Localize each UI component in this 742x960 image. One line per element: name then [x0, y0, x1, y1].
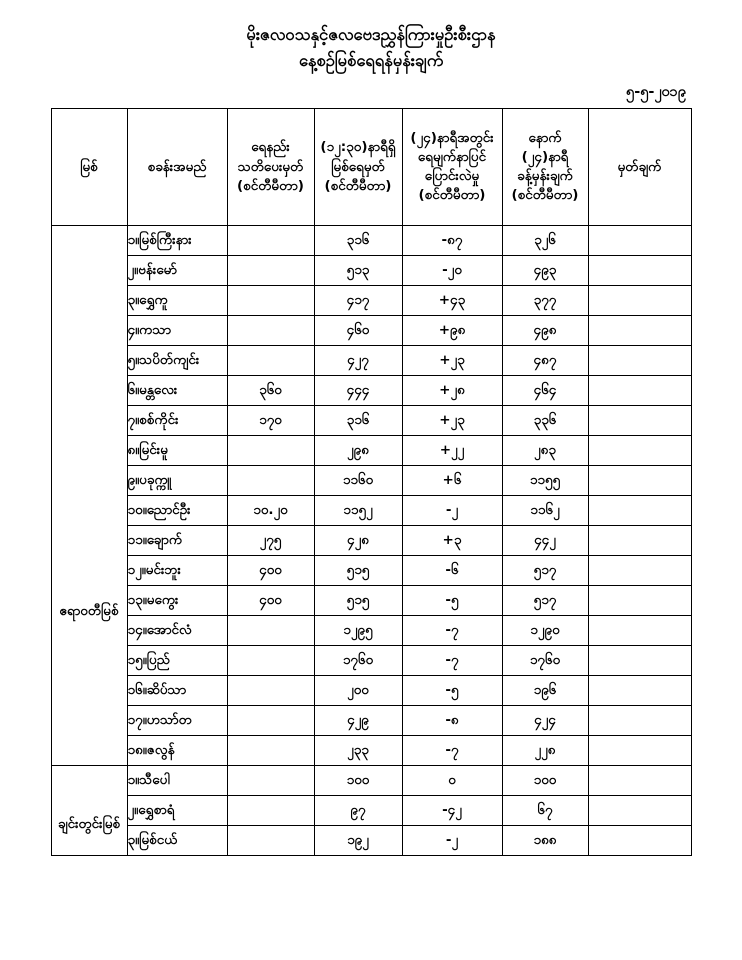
current-level-cell: ၄၄၄: [314, 376, 402, 406]
change-24h-cell: -၆: [402, 556, 502, 586]
change-24h-cell: +၂၈: [402, 376, 502, 406]
table-row: [51, 376, 691, 406]
change-24h-cell: +၂၂: [402, 436, 502, 466]
danger-level-cell: [227, 796, 314, 826]
danger-level-cell: [227, 316, 314, 346]
danger-level-cell: [227, 826, 314, 856]
danger-level-cell: [227, 616, 314, 646]
forecast-24h-cell: ၁၇၆၀: [502, 646, 588, 676]
change-24h-cell: -၇: [402, 736, 502, 766]
remark-cell: [588, 826, 691, 856]
column-header-remark: မှတ်ချက်: [588, 109, 691, 226]
remark-cell: [588, 436, 691, 466]
forecast-24h-cell: ၄၆၄: [502, 376, 588, 406]
table-row: [51, 706, 691, 736]
change-24h-cell: -၈၇: [402, 226, 502, 256]
table-row: [51, 436, 691, 466]
change-24h-cell: +၉၈: [402, 316, 502, 346]
river-group-label-text: ချင်းတွင်းမြစ်: [57, 816, 121, 833]
station-name-cell: ၁။မြစ်ကြီးနား: [127, 226, 227, 256]
station-name-cell: ၁၆။ဆိပ်သာ: [127, 676, 227, 706]
danger-level-cell: [227, 346, 314, 376]
forecast-24h-cell: ၆၇: [502, 796, 588, 826]
forecast-24h-cell: ၁၈၈: [502, 826, 588, 856]
column-header-change-24h: (၂၄)နာရီအတွင်း ရေမျက်နာပြင် ပြောင်းလဲမှု (စင်တီမီတာ): [402, 109, 502, 226]
current-level-cell: ၄၁၇: [314, 286, 402, 316]
remark-cell: [588, 586, 691, 616]
danger-level-cell: [227, 256, 314, 286]
current-level-cell: ၃၁၆: [314, 406, 402, 436]
column-header-river: မြစ်: [51, 109, 127, 226]
forecast-24h-cell: ၄၈၇: [502, 346, 588, 376]
remark-cell: [588, 256, 691, 286]
remark-cell: [588, 466, 691, 496]
forecast-24h-cell: ၂၈၃: [502, 436, 588, 466]
danger-level-cell: [227, 436, 314, 466]
current-level-cell: ၉၇: [314, 796, 402, 826]
table-row: [51, 646, 691, 676]
current-level-cell: ၁၁၆၀: [314, 466, 402, 496]
change-24h-cell: +၆: [402, 466, 502, 496]
change-24h-cell: -၇: [402, 616, 502, 646]
station-name-cell: ၁၀။ညောင်ဦး: [127, 496, 227, 526]
current-level-cell: ၅၁၅: [314, 586, 402, 616]
current-level-cell: ၄၂၈: [314, 526, 402, 556]
current-level-cell: ၁၂၉၅: [314, 616, 402, 646]
remark-cell: [588, 376, 691, 406]
remark-cell: [588, 556, 691, 586]
remark-cell: [588, 676, 691, 706]
table-row: [51, 526, 691, 556]
forecast-24h-cell: ၁၁၆၂: [502, 496, 588, 526]
forecast-24h-cell: ၁၀၀: [502, 766, 588, 796]
station-name-cell: ၁၇။ဟသာ်တ: [127, 706, 227, 736]
danger-level-cell: [227, 706, 314, 736]
forecast-24h-cell: ၅၁၇: [502, 586, 588, 616]
change-24h-cell: -၈: [402, 706, 502, 736]
change-24h-cell: -၄၂: [402, 796, 502, 826]
table-row: [51, 826, 691, 856]
title-line-1: မိုးဇလဝသနှင့်ဇလဗေဒညွှန်ကြားမှုဦးစီးဌာန: [246, 25, 496, 44]
remark-cell: [588, 406, 691, 436]
table-row: [51, 256, 691, 286]
change-24h-cell: +၄၃: [402, 286, 502, 316]
remark-cell: [588, 316, 691, 346]
danger-level-cell: [227, 226, 314, 256]
forecast-24h-cell: ၁၂၉၀: [502, 616, 588, 646]
table-header-row: [51, 109, 691, 226]
station-name-cell: ၃။မြစ်ငယ်: [127, 826, 227, 856]
change-24h-cell: -၂: [402, 496, 502, 526]
river-group-label: [51, 766, 127, 856]
current-level-cell: ၂၃၃: [314, 736, 402, 766]
change-24h-cell: +၂၃: [402, 406, 502, 436]
change-24h-cell: -၇: [402, 646, 502, 676]
document-title: [0, 0, 742, 73]
forecast-24h-cell: ၄၉၃: [502, 256, 588, 286]
danger-level-cell: [227, 466, 314, 496]
remark-cell: [588, 616, 691, 646]
column-header-station: စခန်းအမည်: [127, 109, 227, 226]
column-header-forecast-24h: နောက် (၂၄)နာရီ ခန့်မှန်းချက် (စင်တီမီတာ): [502, 109, 588, 226]
station-name-cell: ၃။ရွှေကူ: [127, 286, 227, 316]
river-forecast-table: [51, 108, 692, 856]
table-row: [51, 286, 691, 316]
table-row: [51, 226, 691, 256]
table-row: [51, 736, 691, 766]
station-name-cell: ၁၈။ဇလွန်: [127, 736, 227, 766]
change-24h-cell: +၂၃: [402, 346, 502, 376]
document-date: ၅-၅-၂၀၁၉: [626, 84, 686, 101]
danger-level-cell: [227, 676, 314, 706]
current-level-cell: ၂၉၈: [314, 436, 402, 466]
river-group-label-text: ဧရာဝတီမြစ်: [59, 602, 119, 619]
column-header-current-level: (၁၂:၃၀)နာရီရှိ မြစ်ရေမှတ် (စင်တီမီတာ): [314, 109, 402, 226]
danger-level-cell: [227, 736, 314, 766]
remark-cell: [588, 226, 691, 256]
current-level-cell: ၁၇၆၀: [314, 646, 402, 676]
remark-cell: [588, 526, 691, 556]
table-row: [51, 766, 691, 796]
current-level-cell: ၁၉၂: [314, 826, 402, 856]
table-row: [51, 586, 691, 616]
station-name-cell: ၇။စစ်ကိုင်း: [127, 406, 227, 436]
table-row: [51, 346, 691, 376]
current-level-cell: ၂၀၀: [314, 676, 402, 706]
table-row: [51, 466, 691, 496]
current-level-cell: ၃၁၆: [314, 226, 402, 256]
table-row: [51, 676, 691, 706]
station-name-cell: ၁၁။ချောက်: [127, 526, 227, 556]
danger-level-cell: ၁၇၀: [227, 406, 314, 436]
station-name-cell: ၁၂။မင်းဘူး: [127, 556, 227, 586]
remark-cell: [588, 286, 691, 316]
change-24h-cell: -၅: [402, 676, 502, 706]
current-level-cell: ၄၆၀: [314, 316, 402, 346]
forecast-24h-cell: ၃၂၆: [502, 226, 588, 256]
station-name-cell: ၁။သီပေါ: [127, 766, 227, 796]
remark-cell: [588, 706, 691, 736]
station-name-cell: ၈။မြင်းမူ: [127, 436, 227, 466]
danger-level-cell: [227, 286, 314, 316]
change-24h-cell: ၀: [402, 766, 502, 796]
danger-level-cell: ၁၀.၂၀: [227, 496, 314, 526]
station-name-cell: ၁၃။မကွေး: [127, 586, 227, 616]
forecast-24h-cell: ၁၁၅၅: [502, 466, 588, 496]
river-group-label: [51, 226, 127, 766]
station-name-cell: ၂။ဗန်းမော်: [127, 256, 227, 286]
current-level-cell: ၁၁၅၂: [314, 496, 402, 526]
station-name-cell: ၄။ကသာ: [127, 316, 227, 346]
forecast-24h-cell: ၃၇၇: [502, 286, 588, 316]
forecast-24h-cell: ၅၁၇: [502, 556, 588, 586]
table-row: [51, 616, 691, 646]
danger-level-cell: ၄၀၀: [227, 556, 314, 586]
remark-cell: [588, 796, 691, 826]
remark-cell: [588, 496, 691, 526]
change-24h-cell: -၅: [402, 586, 502, 616]
current-level-cell: ၄၂၉: [314, 706, 402, 736]
table-row: [51, 406, 691, 436]
station-name-cell: ၉။ပခုက္ကူ: [127, 466, 227, 496]
current-level-cell: ၁၀၀: [314, 766, 402, 796]
forecast-24h-cell: ၃၃၆: [502, 406, 588, 436]
danger-level-cell: ၂၇၅: [227, 526, 314, 556]
station-name-cell: ၂။ရွှေစာရံ: [127, 796, 227, 826]
change-24h-cell: -၂၀: [402, 256, 502, 286]
table-row: [51, 496, 691, 526]
table-row: [51, 796, 691, 826]
forecast-24h-cell: ၄၄၂: [502, 526, 588, 556]
remark-cell: [588, 646, 691, 676]
station-name-cell: ၅။သပိတ်ကျင်း: [127, 346, 227, 376]
station-name-cell: ၁၄။အောင်လံ: [127, 616, 227, 646]
forecast-24h-cell: ၂၂၈: [502, 736, 588, 766]
table-body: [51, 226, 691, 856]
column-header-danger-level: ရေနည်း သတိပေးမှတ် (စင်တီမီတာ): [227, 109, 314, 226]
danger-level-cell: [227, 766, 314, 796]
table-row: [51, 556, 691, 586]
current-level-cell: ၅၁၃: [314, 256, 402, 286]
forecast-24h-cell: ၄၂၄: [502, 706, 588, 736]
danger-level-cell: [227, 646, 314, 676]
forecast-24h-cell: ၁၉၆: [502, 676, 588, 706]
danger-level-cell: ၃၆၀: [227, 376, 314, 406]
current-level-cell: ၅၁၅: [314, 556, 402, 586]
remark-cell: [588, 736, 691, 766]
remark-cell: [588, 766, 691, 796]
remark-cell: [588, 346, 691, 376]
table-row: [51, 316, 691, 346]
current-level-cell: ၄၂၇: [314, 346, 402, 376]
danger-level-cell: ၄၀၀: [227, 586, 314, 616]
station-name-cell: ၆။မန္တလေး: [127, 376, 227, 406]
forecast-24h-cell: ၄၉၈: [502, 316, 588, 346]
station-name-cell: ၁၅။ပြည်: [127, 646, 227, 676]
change-24h-cell: -၂: [402, 826, 502, 856]
title-line-2: နေ့စဉ်မြစ်ရေရန်မှန်းချက်: [298, 50, 444, 70]
change-24h-cell: +၃: [402, 526, 502, 556]
